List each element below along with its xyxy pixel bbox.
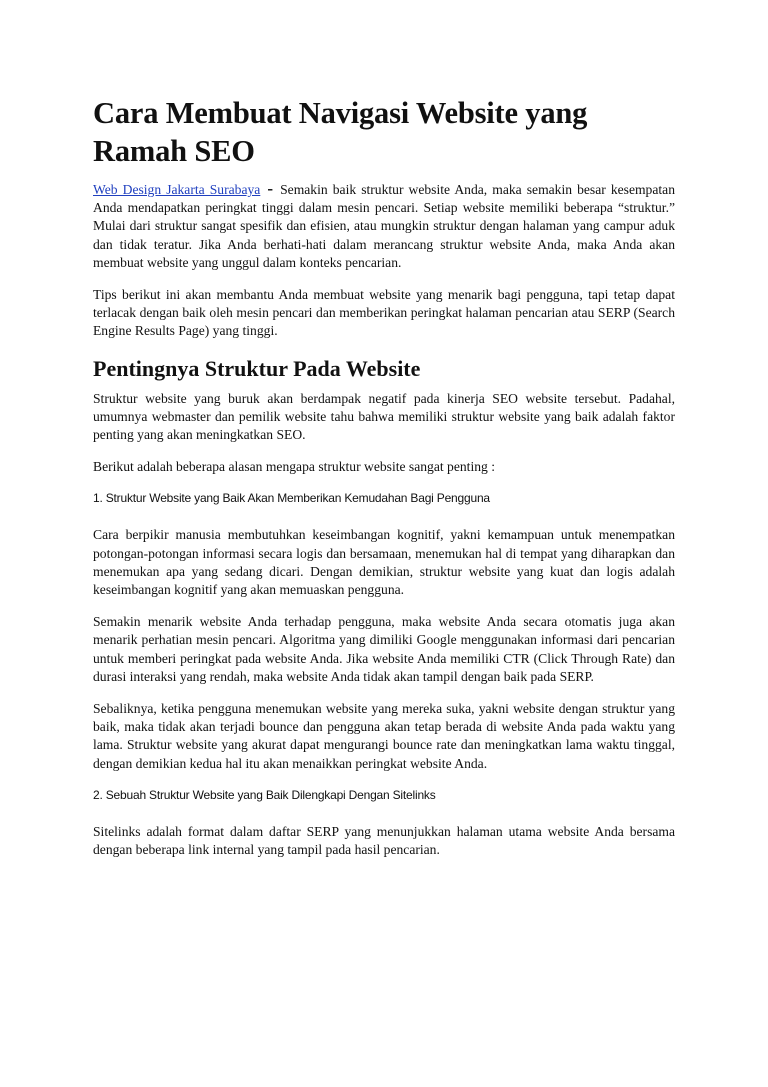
web-design-link[interactable]: Web Design Jakarta Surabaya: [93, 182, 261, 197]
page-title: Cara Membuat Navigasi Website yang Ramah SEO: [93, 96, 588, 168]
paragraph-sebaliknya: Sebaliknya, ketika pengguna menemukan website yang mereka suka, yakni website dengan struktur yang baik, maka tidak akan terjadi bounce dan pengguna akan tetap berada di website Anda pada waktu yang lama. Struktur website yang akurat dapat mengurangi bounce rate dan meningkatkan lama waktu tinggal, dengan demikian kedua hal itu akan menaikkan peringkat website Anda.: [93, 701, 675, 771]
tips-paragraph: Tips berikut ini akan membantu Anda membuat website yang menarik bagi pengguna, tapi tetap dapat terlacak dengan baik oleh mesin pencari dan memberikan peringkat halaman pencarian atau SERP (Search Engine Results Page) yang tinggi.: [93, 287, 675, 339]
intro-text: Semakin baik struktur website Anda, maka semakin besar kesempatan Anda mendapatkan peringkat tinggi dalam mesin pencari. Setiap website memiliki beberapa “struktur.” Mulai dari struktur sangat spesifik dan efisien, atau mungkin struktur dengan halaman yang campur aduk dan tidak teratur. Jika Anda berhati-hati dalam merancang struktur website Anda, maka Anda akan membuat website yang unggul dalam konteks pencarian.: [93, 182, 675, 270]
subheading-1: 1. Struktur Website yang Baik Akan Memberikan Kemudahan Bagi Pengguna: [93, 491, 490, 506]
paragraph-kognitif: Cara berpikir manusia membutuhkan keseimbangan kognitif, yakni kemampuan untuk menempatkan potongan-potongan informasi secara logis dan bersamaan, menemukan hal di tempat yang diharapkan dan menemukan apa yang sedang dicari. Dengan demikian, struktur website yang kuat dan logis adalah keseimbangan kognitif yang akan memuaskan pengguna.: [93, 527, 675, 598]
paragraph-sitelinks: Sitelinks adalah format dalam daftar SERP yang menunjukkan halaman utama website Anda bersama dengan beberapa link internal yang tampil pada hasil pencarian.: [93, 823, 675, 858]
intro-dash: -: [267, 179, 274, 198]
document-page: [93, 94, 675, 873]
subheading-2: 2. Sebuah Struktur Website yang Baik Dilengkapi Dengan Sitelinks: [93, 787, 436, 802]
paragraph-struktur-buruk: Struktur website yang buruk akan berdampak negatif pada kinerja SEO website tersebut. Padahal, umumnya webmaster dan pemilik website tahu bahwa memiliki struktur website yang baik adalah faktor penting yang akan meningkatkan SEO.: [93, 390, 675, 443]
intro-paragraph: [93, 180, 675, 272]
paragraph-menarik: Semakin menarik website Anda terhadap pengguna, maka website Anda secara otomatis juga akan menarik perhatian mesin pencari. Algoritma yang dimiliki Google menggunakan informasi dari pencarian untuk memberi peringkat pada website Anda. Jika website Anda memiliki CTR (Click Through Rate) dan durasi interaksi yang rendah, maka website Anda tidak akan tampil dengan baik pada SERP.: [93, 614, 675, 684]
section-heading: Pentingnya Struktur Pada Website: [93, 355, 421, 381]
paragraph-alasan: Berikut adalah beberapa alasan mengapa struktur website sangat penting :: [93, 459, 496, 475]
